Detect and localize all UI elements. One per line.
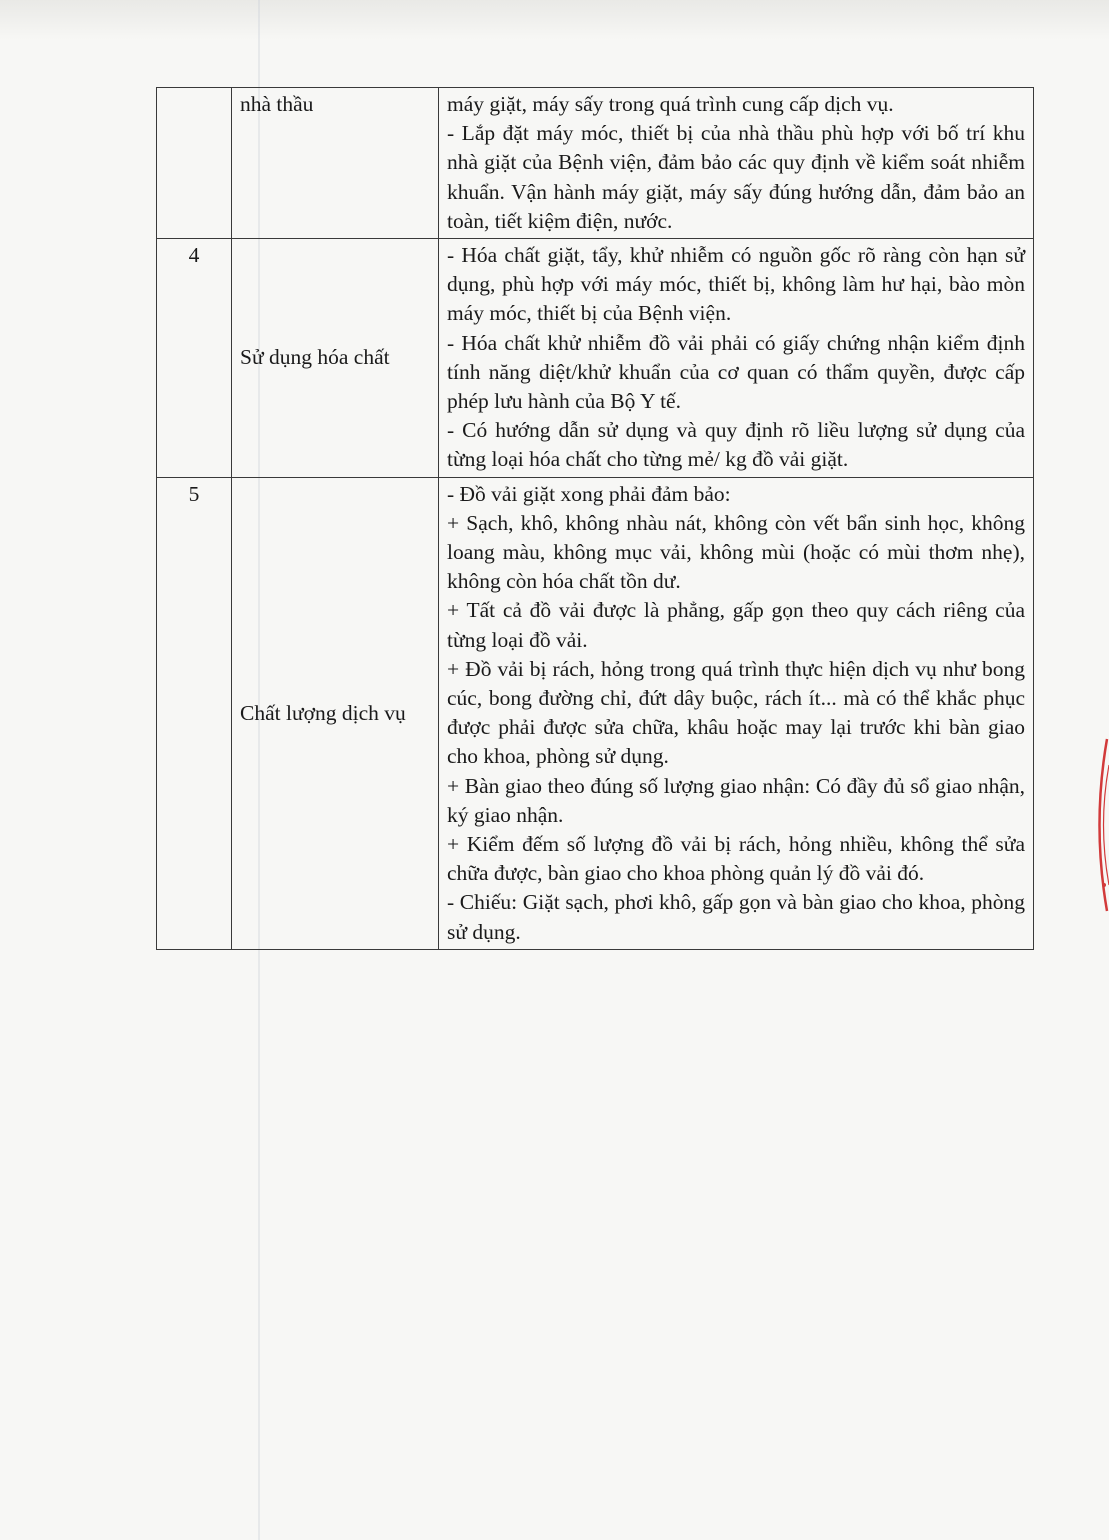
description-line: + Đồ vải bị rách, hỏng trong quá trình thực hiện dịch vụ như bong cúc, bong đường chỉ, đứt dây buộc, rách ít... mà có thể khắc phục được phải được sửa chữa, khâu hoặc may lại trước khi bàn giao cho khoa, phòng sử dụng. [447,656,1025,769]
description-line: + Kiểm đếm số lượng đồ vải bị rách, hỏng nhiều, không thể sửa chữa được, bàn giao cho khoa phòng quản lý đồ vải đó. [447,832,1025,886]
table-row [157,477,1034,949]
row-number: 5 [157,477,232,949]
description-line: + Sạch, khô, không nhàu nát, không còn vết bẩn sinh học, không loang màu, không mục vải, không mùi (hoặc có mùi thơm nhẹ), không còn hóa chất tồn dư. [447,510,1025,594]
description-line: - Lắp đặt máy móc, thiết bị của nhà thầu phù hợp với bố trí khu nhà giặt của Bệnh viện, đảm bảo các quy định về kiểm soát nhiễm khuẩn. Vận hành máy giặt, máy sấy đúng hướng dẫn, đảm bảo an toàn, tiết kiệm điện, nước. [447,121,1025,233]
description-line: - Chiếu: Giặt sạch, phơi khô, gấp gọn và bàn giao cho khoa, phòng sử dụng. [447,890,1025,944]
row-number: 4 [157,239,232,478]
table-row [157,239,1034,478]
row-number [157,88,232,239]
description-line: - Hóa chất khử nhiễm đồ vải phải có giấy chứng nhận kiểm định tính năng diệt/khử khuẩn của cơ quan có thẩm quyền, được cấp phép lưu hành của Bộ Y tế. [447,330,1025,414]
page-top-shadow [0,0,1109,40]
description-line: - Có hướng dẫn sử dụng và quy định rõ liều lượng sử dụng của từng loại hóa chất cho từng mẻ/ kg đồ vải giặt. [447,418,1025,472]
description-line: + Bàn giao theo đúng số lượng giao nhận: Có đầy đủ sổ giao nhận, ký giao nhận. [447,773,1025,827]
row-item: nhà thầu [232,88,439,239]
description-line: + Tất cả đồ vải được là phẳng, gấp gọn theo quy cách riêng của từng loại đồ vải. [447,598,1025,652]
row-description [439,239,1034,478]
row-item: Sử dụng hóa chất [232,239,439,478]
requirements-table [156,87,1034,950]
row-description [439,88,1034,239]
red-stamp-edge [1080,735,1109,915]
row-item: Chất lượng dịch vụ [232,477,439,949]
table-row [157,88,1034,239]
description-line: - Đồ vải giặt xong phải đảm bảo: [447,481,731,506]
row-description [439,477,1034,949]
description-line: - Hóa chất giặt, tẩy, khử nhiễm có nguồn gốc rõ ràng còn hạn sử dụng, phù hợp với máy móc, thiết bị, không làm hư hại, bào mòn máy móc, thiết bị của Bệnh viện. [447,243,1025,326]
description-line: máy giặt, máy sấy trong quá trình cung cấp dịch vụ. [447,92,894,116]
